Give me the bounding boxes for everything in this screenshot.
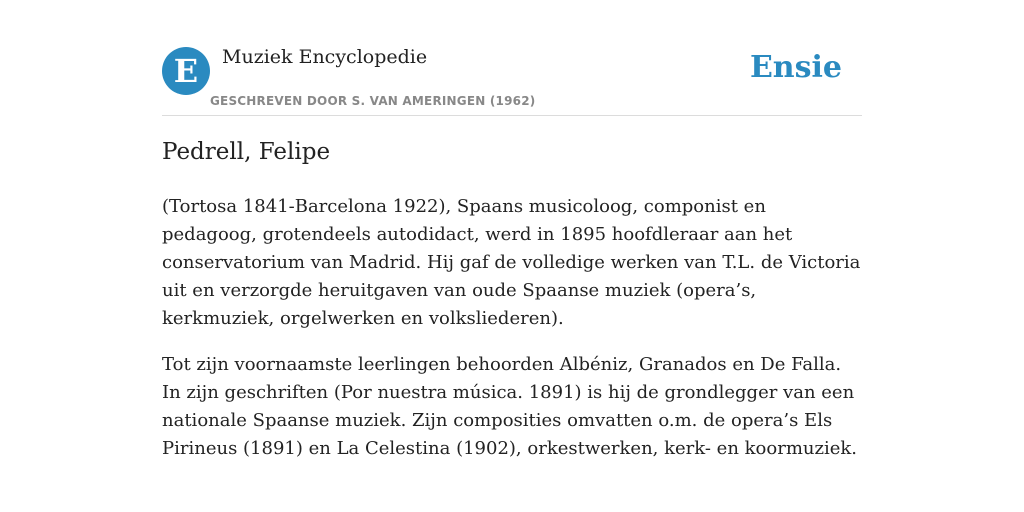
encyclopedia-title-link[interactable]: Muziek Encyclopedie — [222, 46, 428, 68]
paragraph: (Tortosa 1841-Barcelona 1922), Spaans musicoloog, componist en pedagoog, grotendeels autodidact, werd in 1895 hoofdleraar aan het conservatorium van Madrid. Hij gaf de volledige werken van T.L. de Victoria uit en verzorgde heruitgaven van oude Spaanse muziek (opera’s, kerkmuziek, orgelwerken en volksliederen). — [162, 196, 861, 329]
brand-logo[interactable]: Ensie — [749, 50, 842, 85]
author-byline: GESCHREVEN DOOR S. VAN AMERINGEN (1962) — [210, 94, 536, 108]
article-title: Pedrell, Felipe — [162, 139, 331, 165]
encyclopedia-logo[interactable]: E — [162, 47, 210, 95]
paragraph: Tot zijn voornaamste leerlingen behoorden Albéniz, Granados en De Falla. In zijn geschriften (Por nuestra música. 1891) is hij de grondlegger van een nationale Spaanse muziek. Zijn composities omvatten o.m. de opera’s Els Pirineus (1891) en La Celestina (1902), orkestwerken, kerk- en koormuziek. — [162, 354, 858, 459]
page-header — [162, 44, 862, 116]
article-body — [162, 193, 862, 481]
